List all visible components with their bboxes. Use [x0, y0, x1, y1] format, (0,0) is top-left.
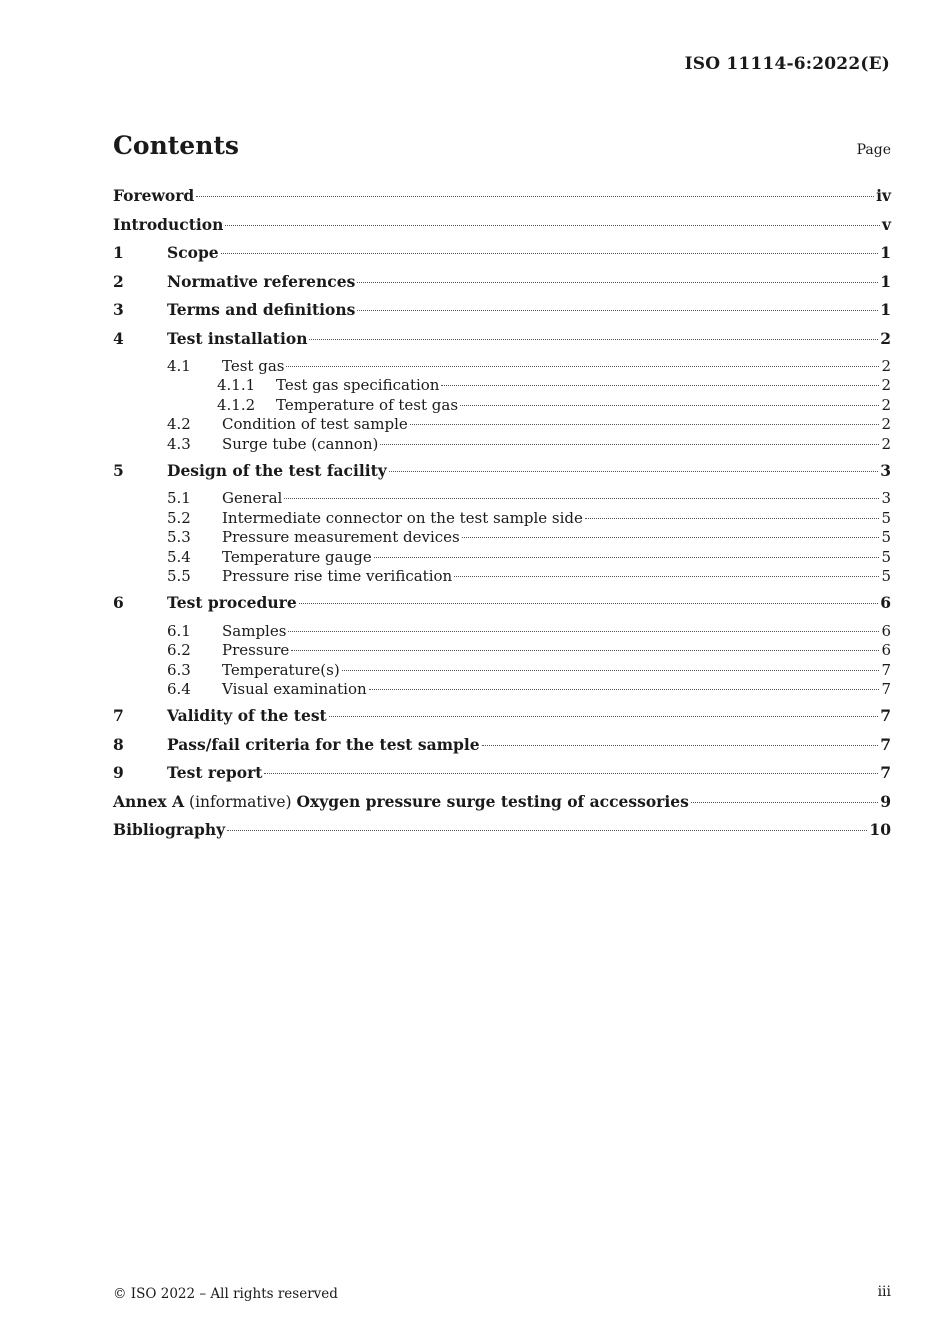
toc-leader-dots — [369, 689, 880, 690]
toc-leader-dots — [691, 802, 878, 803]
toc-entry-title — [222, 622, 286, 640]
toc-entry-title — [167, 300, 355, 319]
toc-entry-page: iv — [876, 186, 891, 205]
toc-entry-title-text: General — [222, 489, 283, 508]
toc-leader-dots — [227, 830, 867, 831]
toc-entry-page: 5 — [881, 528, 891, 547]
toc-entry-page: 2 — [881, 376, 891, 395]
toc-entry[interactable] — [113, 376, 891, 395]
toc-entry-page: 7 — [881, 680, 891, 699]
toc-entry-title — [167, 461, 387, 480]
toc-entry-title — [222, 528, 460, 546]
toc-entry-number: 8 — [113, 734, 124, 754]
toc-entry-number: 5 — [113, 460, 124, 480]
toc-entry[interactable] — [113, 567, 891, 586]
toc-entry[interactable] — [113, 528, 891, 547]
toc-entry[interactable] — [113, 641, 891, 660]
toc-entry-page: 3 — [880, 460, 891, 480]
toc-entry-title-text: Normative references — [167, 271, 356, 291]
toc-entry[interactable] — [113, 661, 891, 680]
toc-entry-number: 4.1 — [167, 357, 191, 375]
toc-entry-title — [222, 641, 289, 659]
toc-entry-number: 4.1.2 — [217, 395, 256, 414]
toc-entry-title — [167, 706, 327, 725]
page-number: iii — [877, 1284, 891, 1300]
toc-entry-title — [222, 415, 408, 433]
toc-entry-title — [222, 509, 583, 527]
document-id: ISO 11114-6:2022(E) — [684, 54, 890, 74]
toc-entry-page: 6 — [880, 593, 891, 613]
toc-entry-number: 5.4 — [167, 547, 191, 566]
toc-entry[interactable] — [113, 763, 891, 792]
toc-leader-dots — [482, 745, 879, 746]
table-of-contents — [113, 186, 891, 849]
toc-entry-title-text: Visual examination — [222, 680, 367, 699]
toc-entry-annex-type: (informative) — [184, 792, 297, 811]
toc-entry-page: 10 — [869, 820, 891, 840]
toc-entry[interactable] — [113, 435, 891, 454]
toc-entry-title-text: Pass/fail criteria for the test sample — [167, 734, 480, 754]
toc-entry-page: 5 — [881, 547, 891, 566]
toc-leader-dots — [309, 339, 878, 340]
toc-entry-page: 5 — [881, 567, 891, 586]
toc-leader-dots — [342, 670, 880, 671]
toc-entry[interactable] — [113, 215, 891, 244]
toc-entry[interactable] — [113, 186, 891, 215]
toc-entry-page: 3 — [881, 489, 891, 508]
toc-entry[interactable] — [113, 415, 891, 434]
toc-entry-title — [222, 548, 372, 566]
toc-entry-page: 6 — [881, 641, 891, 660]
toc-leader-dots — [196, 196, 874, 197]
toc-entry-number: 1 — [113, 243, 124, 262]
toc-entry-page: 5 — [881, 508, 891, 527]
toc-entry-page: 2 — [880, 328, 891, 348]
contents-heading: Contents — [113, 131, 240, 160]
toc-entry-title-text: Surge tube (cannon) — [222, 434, 379, 453]
toc-entry-number: 5.2 — [167, 508, 191, 527]
toc-entry[interactable] — [113, 272, 891, 301]
toc-entry-page: 2 — [881, 434, 891, 453]
toc-entry-title-text: Foreword — [113, 186, 195, 205]
toc-entry-page: 9 — [880, 791, 891, 811]
toc-entry[interactable] — [113, 489, 891, 508]
toc-entry-title-text: Temperature gauge — [222, 547, 372, 566]
toc-entry-number: 6.3 — [167, 660, 191, 679]
toc-leader-dots — [389, 471, 878, 472]
toc-entry-title — [113, 792, 689, 811]
toc-entry-title-text: Bibliography — [113, 820, 226, 840]
toc-entry[interactable] — [113, 706, 891, 735]
toc-leader-dots — [357, 282, 878, 283]
toc-entry-number: 4.3 — [167, 434, 191, 453]
toc-leader-dots — [357, 310, 878, 311]
toc-entry-number: 5.5 — [167, 567, 191, 586]
toc-entry-page: 1 — [880, 271, 891, 291]
toc-entry-title — [276, 396, 458, 414]
toc-entry[interactable] — [113, 548, 891, 567]
toc-entry-title — [167, 272, 355, 291]
toc-entry-title — [222, 435, 378, 453]
toc-entry-number: 5.3 — [167, 528, 191, 547]
toc-entry[interactable] — [113, 820, 891, 849]
toc-leader-dots — [288, 631, 879, 632]
toc-entry-title — [167, 593, 297, 612]
toc-entry-title-text: Test installation — [167, 328, 308, 348]
toc-entry-title-text: Test gas — [222, 357, 285, 375]
toc-entry-page: v — [881, 214, 891, 234]
toc-entry[interactable] — [113, 243, 891, 272]
toc-entry-page: 2 — [881, 357, 891, 375]
toc-entry-title-text: Scope — [167, 243, 219, 262]
toc-entry-title — [113, 820, 225, 839]
toc-leader-dots — [585, 518, 880, 519]
toc-entry-number: 6 — [113, 593, 124, 613]
toc-leader-dots — [380, 444, 879, 445]
toc-entry-title-text: Test report — [167, 763, 263, 783]
toc-entry[interactable] — [113, 300, 891, 329]
toc-entry-title — [276, 376, 439, 394]
toc-entry-number: 6.2 — [167, 641, 191, 660]
toc-entry-title — [167, 329, 307, 348]
toc-leader-dots — [374, 557, 880, 558]
toc-entry-page: 7 — [881, 660, 891, 679]
toc-entry-number: 6.1 — [167, 621, 191, 640]
toc-entry-number: 2 — [113, 271, 124, 291]
toc-entry-title-text: Annex A — [113, 791, 185, 811]
toc-entry-page: 1 — [880, 243, 891, 262]
toc-entry-page: 7 — [880, 734, 891, 754]
toc-entry[interactable] — [113, 622, 891, 641]
toc-leader-dots — [299, 603, 879, 604]
toc-entry[interactable] — [113, 396, 891, 415]
toc-entry[interactable] — [113, 461, 891, 490]
toc-entry-number: 5.1 — [167, 489, 191, 508]
toc-entry[interactable] — [113, 509, 891, 528]
toc-entry-page: 2 — [881, 395, 891, 414]
toc-entry-number: 3 — [113, 300, 124, 319]
toc-entry-title-text: Pressure — [222, 641, 290, 660]
toc-entry[interactable] — [113, 593, 891, 622]
toc-entry-title-text: Validity of the test — [167, 706, 327, 726]
toc-entry-title — [222, 567, 452, 585]
toc-entry-title-text: Introduction — [113, 214, 224, 234]
toc-entry-title — [222, 661, 340, 679]
toc-entry-number: 4 — [113, 328, 124, 348]
toc-leader-dots — [291, 650, 879, 651]
toc-entry-title-text: Test gas specification — [276, 376, 440, 395]
toc-leader-dots — [329, 716, 878, 717]
toc-entry-title-text: Temperature of test gas — [276, 395, 459, 414]
toc-entry-title-text: Design of the test facility — [167, 460, 387, 480]
toc-entry-title — [167, 243, 219, 262]
toc-entry[interactable] — [113, 792, 891, 821]
toc-entry-title — [167, 735, 480, 754]
toc-entry-number: 4.2 — [167, 415, 191, 434]
toc-entry-title-text: Test procedure — [167, 593, 297, 613]
toc-entry-title — [222, 680, 367, 698]
toc-entry[interactable] — [113, 735, 891, 764]
toc-entry[interactable] — [113, 329, 891, 358]
toc-entry-page: 2 — [881, 415, 891, 434]
toc-entry-title — [222, 489, 282, 507]
toc-leader-dots — [225, 225, 880, 226]
toc-leader-dots — [264, 773, 878, 774]
toc-entry-title-text: Pressure measurement devices — [222, 528, 460, 547]
toc-entry-title — [222, 357, 284, 375]
toc-entry-number: 4.1.1 — [217, 376, 256, 395]
toc-entry-annex-title: Oxygen pressure surge testing of accessories — [296, 791, 689, 811]
toc-entry-title-text: Pressure rise time verification — [222, 567, 453, 586]
toc-entry-title — [167, 763, 262, 782]
toc-entry-title-text: Condition of test sample — [222, 415, 408, 434]
toc-entry[interactable] — [113, 357, 891, 376]
page-column-label: Page — [856, 142, 891, 158]
copyright-notice: © ISO 2022 – All rights reserved — [113, 1286, 338, 1302]
toc-entry[interactable] — [113, 680, 891, 699]
toc-entry-title-text: Temperature(s) — [222, 660, 340, 679]
toc-entry-page: 7 — [880, 706, 891, 726]
toc-entry-title-text: Terms and definitions — [167, 300, 356, 319]
toc-leader-dots — [284, 498, 879, 499]
toc-entry-page: 1 — [880, 300, 891, 319]
toc-entry-number: 7 — [113, 706, 124, 726]
toc-entry-title-text: Intermediate connector on the test sample side — [222, 508, 583, 527]
toc-leader-dots — [454, 576, 879, 577]
toc-entry-page: 6 — [881, 621, 891, 640]
toc-entry-title — [113, 186, 194, 205]
toc-leader-dots — [221, 253, 879, 254]
toc-entry-number: 6.4 — [167, 680, 191, 699]
toc-leader-dots — [286, 366, 879, 367]
toc-leader-dots — [462, 537, 880, 538]
toc-leader-dots — [410, 424, 880, 425]
toc-entry-number: 9 — [113, 763, 124, 783]
toc-leader-dots — [441, 385, 879, 386]
toc-entry-title-text: Samples — [222, 621, 287, 640]
toc-entry-title — [113, 215, 223, 234]
toc-entry-page: 7 — [880, 763, 891, 783]
toc-leader-dots — [460, 405, 879, 406]
